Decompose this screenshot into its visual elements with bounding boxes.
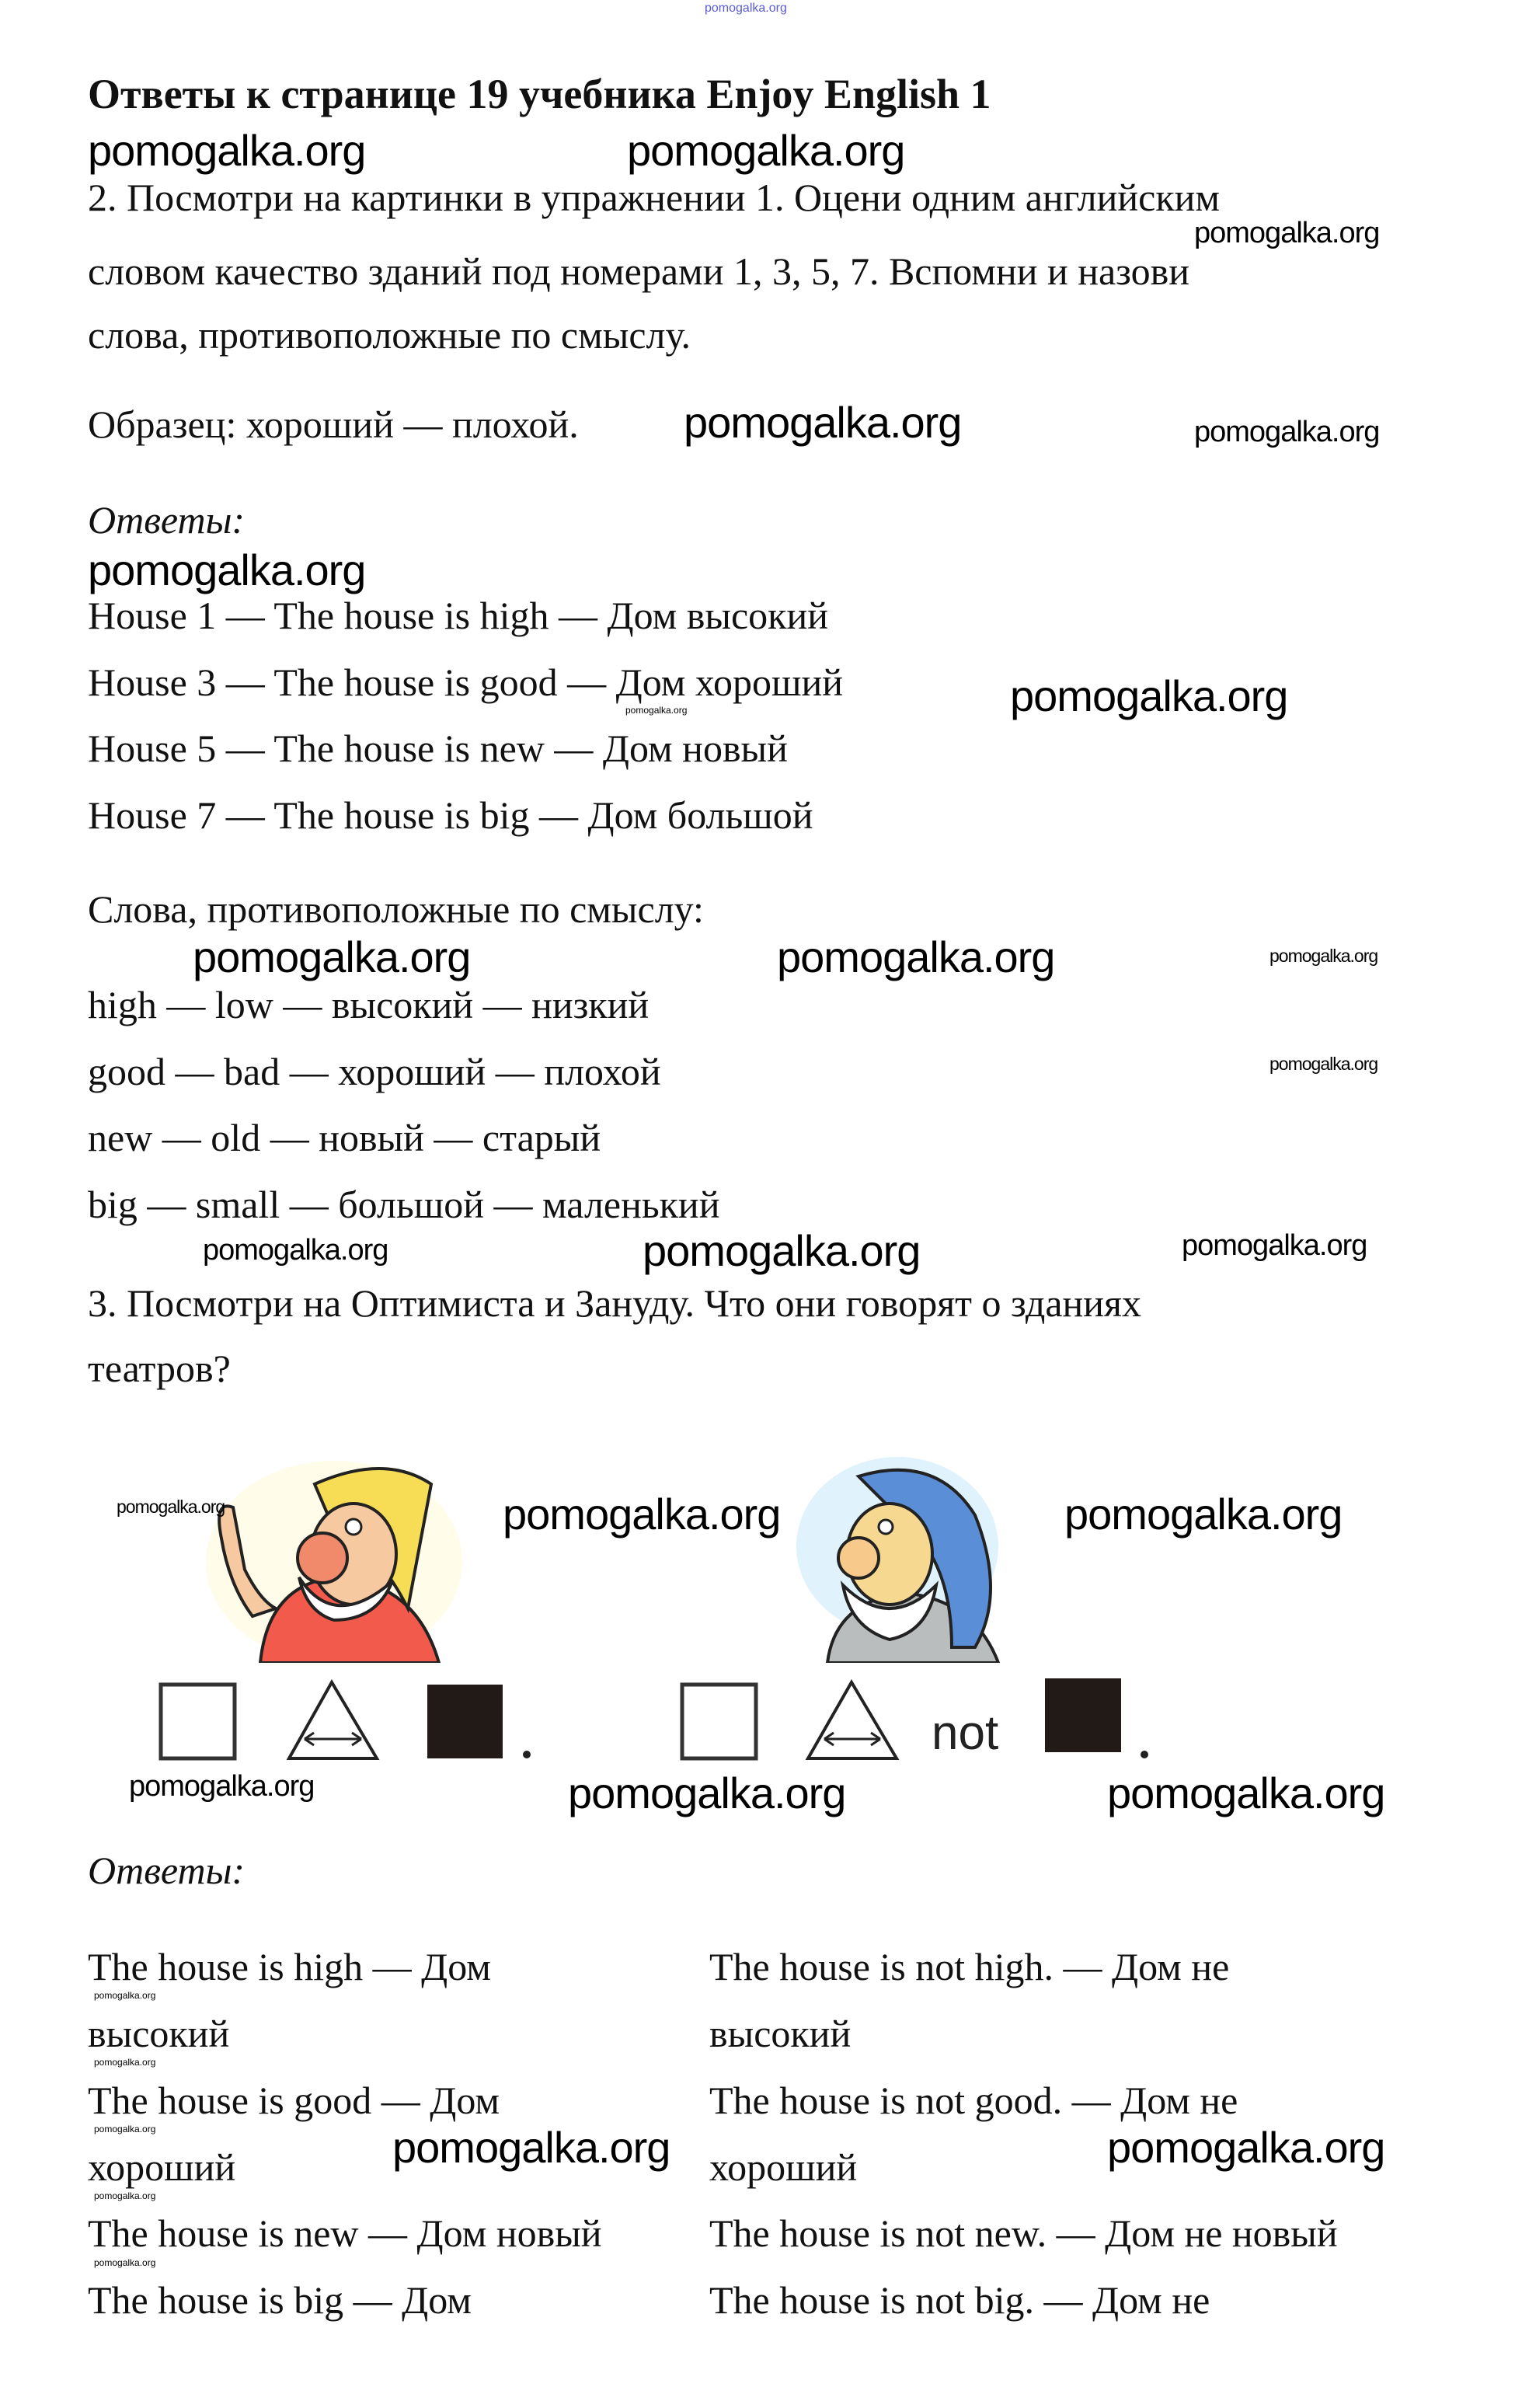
watermark: pomogalka.org [1107,2123,1385,2172]
house-answer: House 3 — The house is good — Дом хороший [88,660,843,704]
left-answer: The house is new — Дом новый [88,2211,602,2255]
watermark: pomogalka.org [129,1770,315,1803]
watermark: pomogalka.org [568,1769,846,1817]
left-answer: The house is big — Дом [88,2278,472,2322]
sample-text: Образец: хороший — плохой. [88,402,579,446]
page-title: Ответы к странице 19 учебника Enjoy English 1 [88,71,991,117]
watermark: pomogalka.org [503,1490,781,1539]
watermark: pomogalka.org [193,932,471,981]
left-answer: хороший [88,2145,236,2189]
watermark: pomogalka.org [94,2057,156,2068]
watermark: pomogalka.org [88,126,366,175]
answers-label: Ответы: [88,498,246,542]
answers-label: Ответы: [88,1849,246,1892]
symbol-sentence-picture [155,1678,1165,1764]
watermark: pomogalka.org [625,705,688,716]
right-answer: The house is not new. — Дом не новый [709,2211,1338,2255]
not-label: not [932,1706,999,1760]
opposite-pair: high — low — высокий — низкий [88,983,650,1026]
watermark: pomogalka.org [1064,1490,1343,1539]
house-answer: House 5 — The house is new — Дом новый [88,727,788,770]
pessimist-gnome-illustration [781,1453,1053,1663]
watermark: pomogalka.org [203,1234,388,1267]
watermark: pomogalka.org [94,1990,156,2001]
watermark: pomogalka.org [1107,1769,1385,1817]
watermark: pomogalka.org [684,398,962,447]
left-answer: The house is good — Дом [88,2079,500,2122]
right-answer: высокий [709,2012,852,2055]
exercise-2-text: слова, противоположные по смыслу. [88,313,691,357]
opposite-pair: big — small — большой — маленький [88,1183,720,1226]
top-watermark[interactable]: pomogalka.org [705,2,787,15]
watermark: pomogalka.org [88,545,366,594]
exercise-2-text: словом качество зданий под номерами 1, 3, 5, 7. Вспомни и назови [88,249,1189,293]
left-answer: высокий [88,2012,230,2055]
watermark: pomogalka.org [117,1497,225,1517]
watermark: pomogalka.org [627,126,905,175]
right-answer: The house is not high. — Дом не [709,1945,1230,1988]
house-answer: House 7 — The house is big — Дом большой [88,793,813,837]
watermark: pomogalka.org [1269,1054,1378,1074]
watermark: pomogalka.org [94,2190,156,2201]
exercise-2-text: 2. Посмотри на картинки в упражнении 1. Оцени одним английским [88,176,1221,219]
right-answer: The house is not big. — Дом не [709,2278,1210,2322]
watermark: pomogalka.org [1182,1229,1367,1262]
watermark: pomogalka.org [1269,946,1378,966]
optimist-gnome-illustration [198,1453,470,1663]
watermark: pomogalka.org [643,1226,921,1275]
opposite-pair: new — old — новый — старый [88,1116,601,1159]
right-answer: The house is not good. — Дом не [709,2079,1238,2122]
watermark: pomogalka.org [1010,671,1288,720]
watermark: pomogalka.org [392,2123,670,2172]
watermark: pomogalka.org [777,932,1055,981]
watermark: pomogalka.org [1194,416,1380,448]
right-answer: хороший [709,2145,858,2189]
opposite-pair: good — bad — хороший — плохой [88,1050,661,1093]
exercise-3-text: 3. Посмотри на Оптимиста и Зануду. Что они говорят о зданиях [88,1281,1142,1325]
watermark: pomogalka.org [94,2257,156,2268]
opposites-label: Слова, противоположные по смыслу: [88,887,704,931]
exercise-3-text: театров? [88,1347,231,1390]
watermark: pomogalka.org [94,2124,156,2134]
left-answer: The house is high — Дом [88,1945,491,1988]
house-answer: House 1 — The house is high — Дом высокий [88,594,828,637]
watermark: pomogalka.org [1194,217,1380,249]
